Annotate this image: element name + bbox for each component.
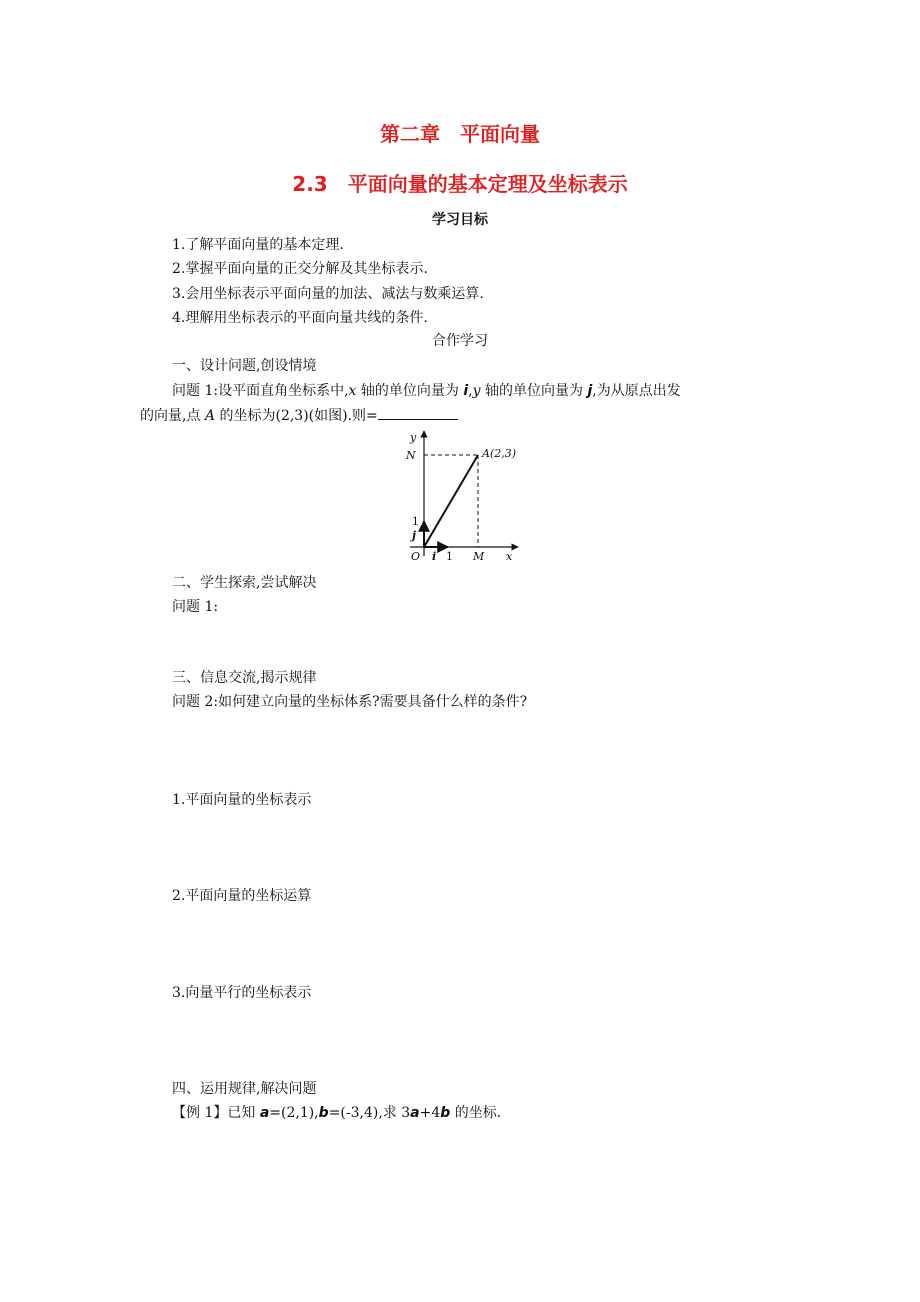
subsection-2: 2.平面向量的坐标运算 [172, 888, 312, 904]
i-label: i [432, 550, 437, 563]
part2-question-1: 问题 1: [172, 599, 219, 615]
part2-heading: 二、学生探索,尝试解决 [172, 575, 317, 591]
y-tick-one: 1 [412, 515, 419, 528]
unit-vector-i: i [463, 383, 469, 399]
objectives-heading: 学习目标 [432, 212, 488, 228]
unit-vector-j: j [587, 383, 593, 399]
question-2: 问题 2:如何建立向量的坐标体系?需要具备什么样的条件? [172, 694, 528, 710]
chapter-title: 第二章 平面向量 [380, 122, 540, 146]
example-1-label: 【例 1】 [172, 1105, 228, 1121]
x-tick-one: 1 [446, 550, 453, 563]
objective-item: 4.理解用坐标表示的平面向量共线的条件. [172, 310, 428, 326]
objective-item: 3.会用坐标表示平面向量的加法、减法与数乘运算. [172, 286, 484, 302]
subsection-3: 3.向量平行的坐标表示 [172, 985, 312, 1001]
y-axis-label: y [410, 431, 417, 444]
point-M-label: M [473, 550, 485, 563]
part4-heading: 四、运用规律,解决问题 [172, 1081, 317, 1097]
vector-OA [424, 455, 478, 547]
x-axis-label: x [506, 550, 513, 563]
cooperative-heading: 合作学习 [432, 333, 488, 349]
j-label: j [412, 529, 416, 542]
objective-item: 2.掌握平面向量的正交分解及其坐标表示. [172, 261, 428, 277]
point-N-label: N [406, 449, 416, 462]
coordinate-figure [390, 425, 530, 565]
answer-blank[interactable] [378, 407, 458, 420]
subsection-1: 1.平面向量的坐标表示 [172, 792, 312, 808]
question-1-line2: 的向量,点 A 的坐标为(2,3)(如图).则= [140, 407, 458, 425]
part1-heading: 一、设计问题,创设情境 [172, 358, 317, 374]
point-A-label: A(2,3) [482, 447, 517, 460]
question-1-label: 问题 1: [172, 383, 219, 399]
section-title: 2.3 平面向量的基本定理及坐标表示 [292, 172, 628, 196]
example-1: 【例 1】已知 a=(2,1),b=(-3,4),求 3a+4b 的坐标. [172, 1105, 502, 1121]
origin-label: O [411, 550, 421, 563]
objective-item: 1.了解平面向量的基本定理. [172, 237, 344, 253]
part3-heading: 三、信息交流,揭示规律 [172, 670, 317, 686]
question-1-line1: 问题 1:设平面直角坐标系中,x 轴的单位向量为 i,y 轴的单位向量为 j,为从原点出发 [172, 383, 681, 399]
